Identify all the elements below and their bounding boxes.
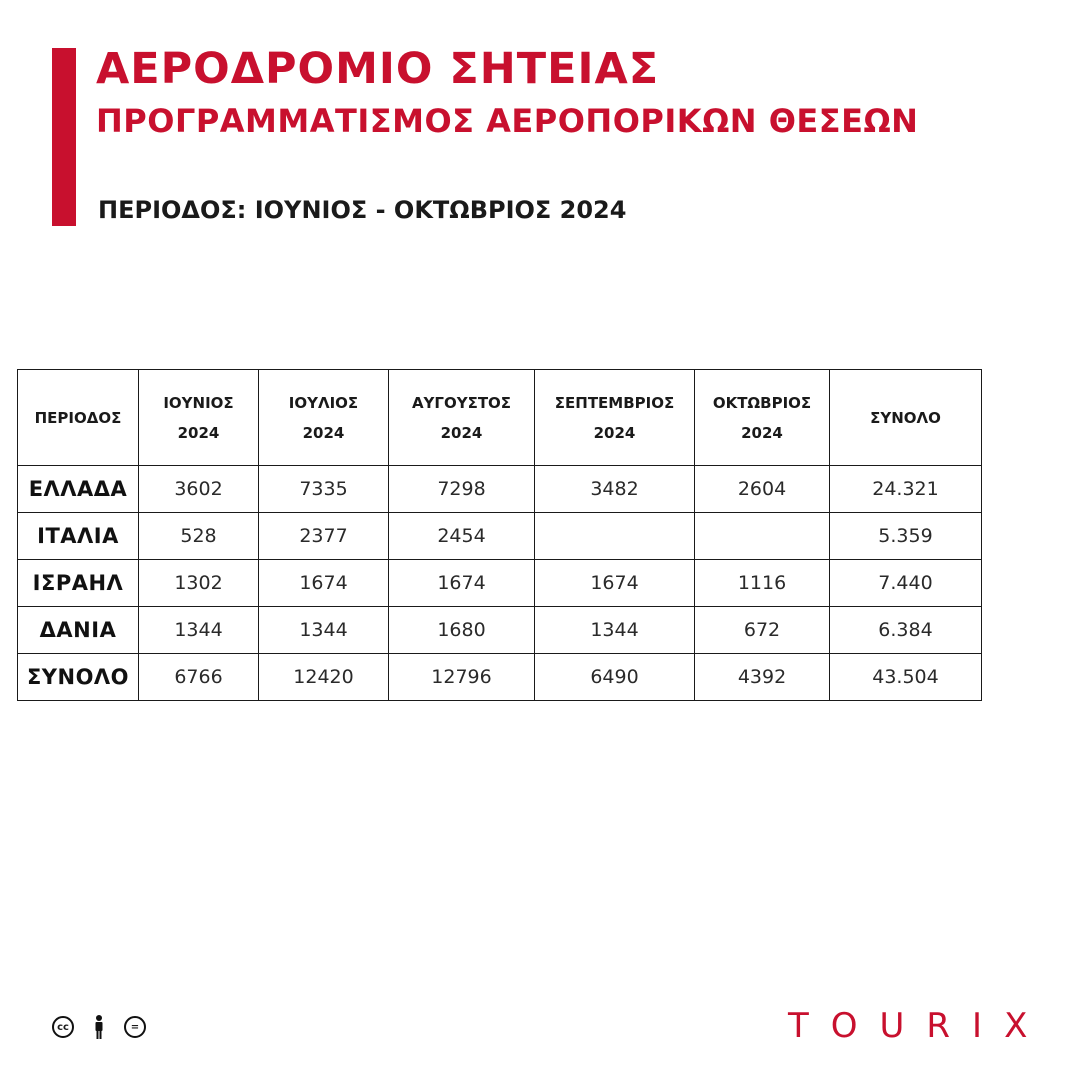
row-label: ΙΤΑΛΙΑ [18, 513, 139, 560]
column-header [18, 370, 139, 466]
by-person-icon [88, 1014, 110, 1040]
column-header-year: 2024 [741, 423, 783, 442]
table-cell: 1302 [139, 560, 259, 607]
column-header [695, 370, 830, 466]
column-header-year: 2024 [302, 423, 345, 442]
column-header-label: ΟΚΤΩΒΡΙΟΣ [712, 393, 812, 412]
row-label: ΔΑΝΙΑ [18, 607, 139, 654]
table-cell: 1116 [695, 560, 830, 607]
table-cell [535, 513, 695, 560]
page-title: ΑΕΡΟΔΡΟΜΙΟ ΣΗΤΕΙΑΣ [96, 44, 660, 94]
table-cell: 528 [139, 513, 259, 560]
cc-icon [52, 1016, 74, 1038]
cc-label: cc [57, 1021, 69, 1033]
table-cell: 1674 [535, 560, 695, 607]
table-cell: 24.321 [830, 466, 982, 513]
column-header-label: ΠΕΡΙΟΔΟΣ [34, 408, 122, 427]
column-header [535, 370, 695, 466]
accent-bar [52, 48, 76, 226]
table-cell: 43.504 [830, 654, 982, 701]
table-cell: 12796 [389, 654, 535, 701]
table-row [18, 513, 982, 560]
column-header-label: ΑΥΓΟΥΣΤΟΣ [411, 393, 512, 412]
column-header [259, 370, 389, 466]
table-cell: 7335 [259, 466, 389, 513]
column-header-label: ΣΕΠΤΕΜΒΡΙΟΣ [554, 393, 675, 412]
table-cell: 1344 [535, 607, 695, 654]
table-cell: 6766 [139, 654, 259, 701]
column-header-year: 2024 [593, 423, 636, 442]
table-cell: 6.384 [830, 607, 982, 654]
table-cell: 1680 [389, 607, 535, 654]
nd-equals-icon [124, 1016, 146, 1038]
column-header-year: 2024 [440, 423, 483, 442]
row-label: ΣΥΝΟΛΟ [18, 654, 139, 701]
column-header [389, 370, 535, 466]
table-cell: 3602 [139, 466, 259, 513]
table-cell: 4392 [695, 654, 830, 701]
license-icons [52, 1014, 146, 1040]
seats-table [17, 369, 982, 701]
table-cell: 2604 [695, 466, 830, 513]
column-header-label: ΙΟΥΛΙΟΣ [288, 393, 359, 412]
table-cell [695, 513, 830, 560]
table-cell: 7.440 [830, 560, 982, 607]
table-cell: 1344 [139, 607, 259, 654]
table-cell: 2454 [389, 513, 535, 560]
page-subtitle: ΠΡΟΓΡΑΜΜΑΤΙΣΜΟΣ ΑΕΡΟΠΟΡΙΚΩΝ ΘΕΣΕΩΝ [96, 102, 919, 140]
row-label: ΕΛΛΑΔΑ [18, 466, 139, 513]
table-cell: 2377 [259, 513, 389, 560]
table-cell: 7298 [389, 466, 535, 513]
column-header [139, 370, 259, 466]
column-header-label: ΙΟΥΝΙΟΣ [163, 393, 234, 412]
table-row [18, 466, 982, 513]
column-header-label: ΣΥΝΟΛΟ [870, 408, 941, 427]
column-header [830, 370, 982, 466]
table-body [18, 466, 982, 701]
table-cell: 672 [695, 607, 830, 654]
period-label: ΠΕΡΙΟΔΟΣ: ΙΟΥΝΙΟΣ - ΟΚΤΩΒΡΙΟΣ 2024 [98, 196, 627, 224]
table-cell: 12420 [259, 654, 389, 701]
nd-label: = [130, 1021, 140, 1033]
table-row [18, 560, 982, 607]
table-cell: 5.359 [830, 513, 982, 560]
table-cell: 6490 [535, 654, 695, 701]
table-header-row [18, 370, 982, 466]
table-cell: 3482 [535, 466, 695, 513]
table-cell: 1674 [259, 560, 389, 607]
table-cell: 1674 [389, 560, 535, 607]
table-row [18, 607, 982, 654]
column-header-year: 2024 [177, 423, 220, 442]
table-cell: 1344 [259, 607, 389, 654]
row-label: ΙΣΡΑΗΛ [18, 560, 139, 607]
table-row [18, 654, 982, 701]
brand-logo: TOURIX [788, 1006, 1050, 1046]
